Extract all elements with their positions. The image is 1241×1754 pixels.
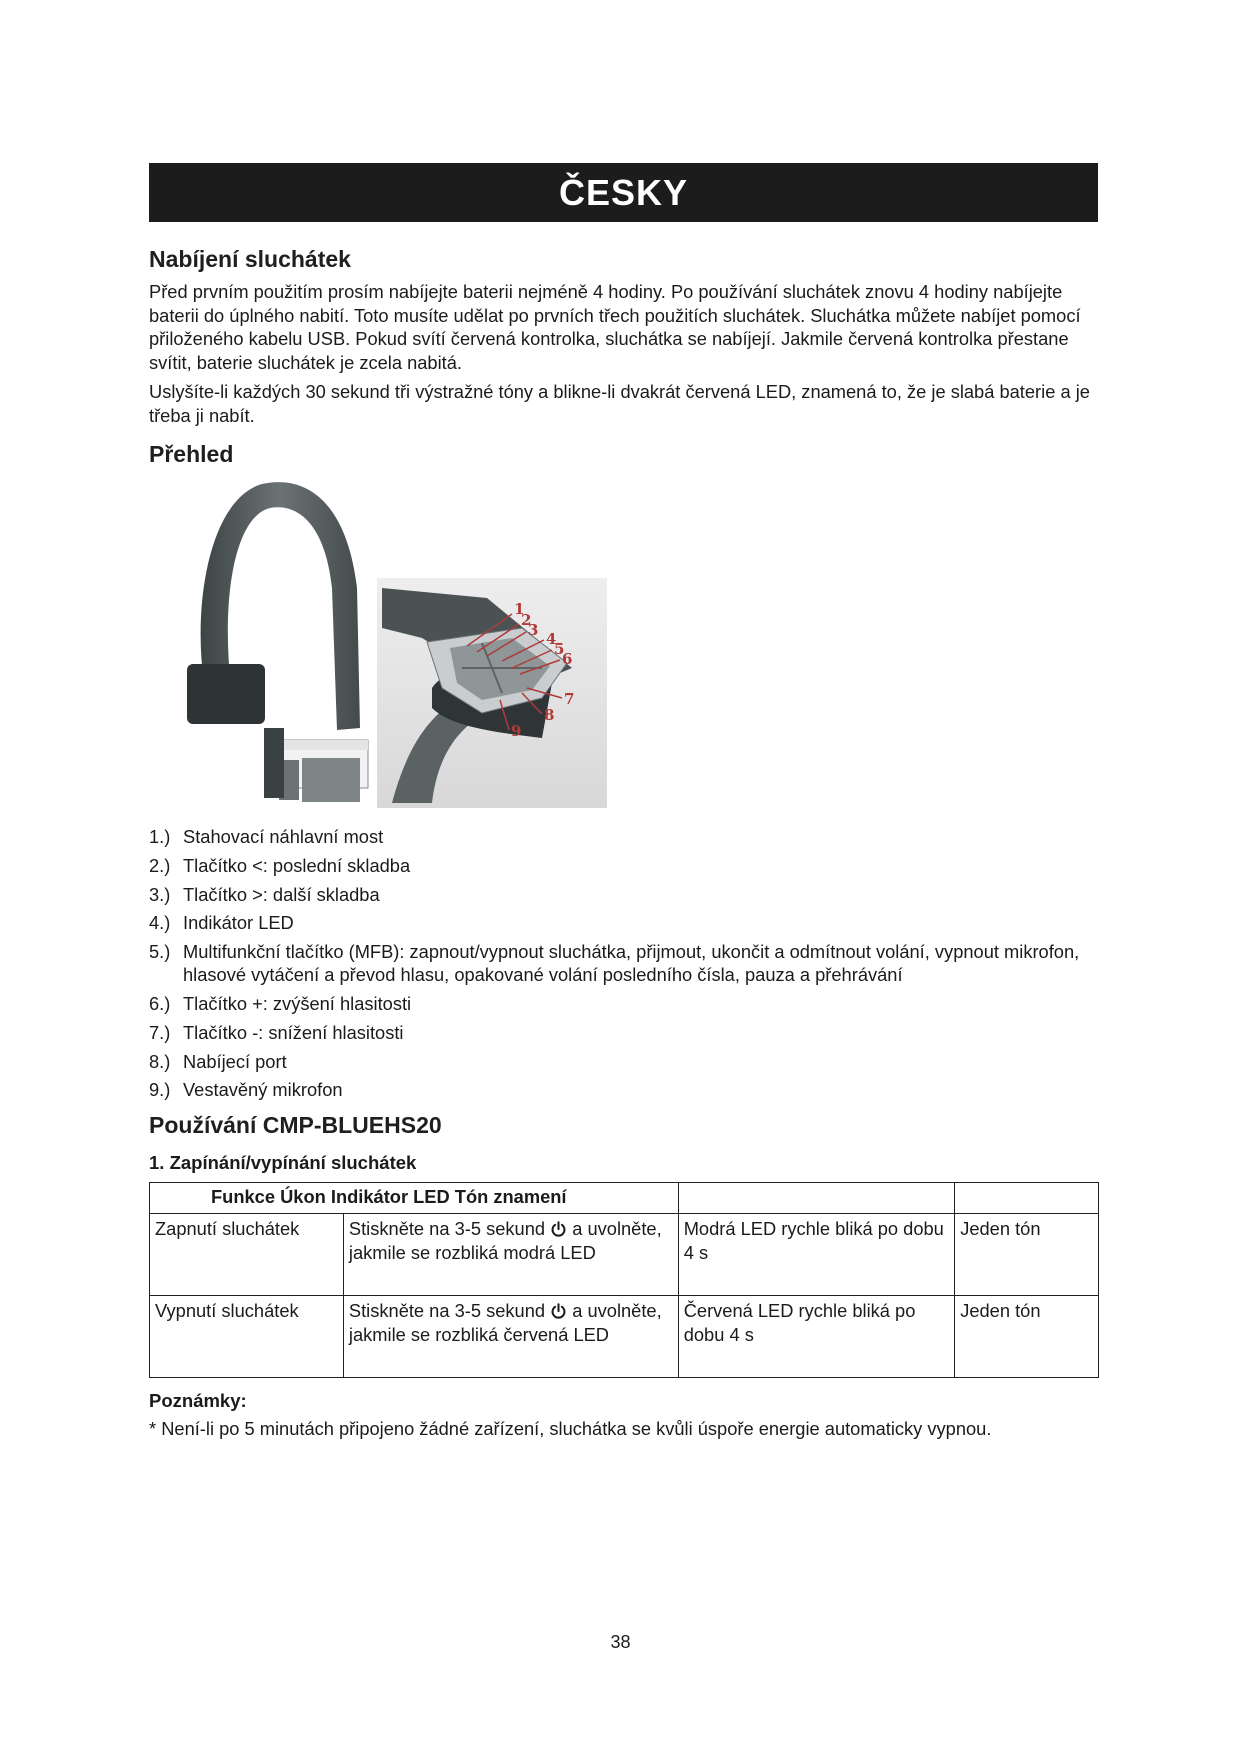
cell-function: Zapnutí sluchátek xyxy=(150,1214,344,1296)
charging-paragraph-1: Před prvním použitím prosím nabíjejte baterii nejméně 4 hodiny. Po používání sluchátek znovu 4 hodiny nabíjejte baterii do úplného nabití. Toto musíte udělat po prvních třech použitích sluchátek. Sluchátka můžete nabíjet pomocí přiloženého kabelu USB. Pokud svítí červená kontrolka, sluchátka se nabíjejí. Jakmile červená kontrolka přestane svítit, baterie sluchátek je zcela nabitá. xyxy=(149,281,1081,373)
list-item xyxy=(149,1078,1109,1101)
list-item-text: Tlačítko +: zvýšení hlasitosti xyxy=(183,992,412,1014)
list-item-number: 3.) xyxy=(149,883,171,905)
action-text-after: a uvolněte, jakmile se rozbliká červená LED xyxy=(348,1300,662,1345)
callout-1: 1 xyxy=(514,600,525,618)
table-header-empty-cell xyxy=(955,1183,1099,1214)
list-item-number: 1.) xyxy=(149,826,171,847)
list-item-text: Stahovací náhlavní most xyxy=(183,826,384,847)
overview-list xyxy=(149,825,1109,1107)
table-row xyxy=(150,1296,1099,1378)
cell-action xyxy=(343,1296,678,1378)
callout-9: 9 xyxy=(511,722,522,740)
list-item-number: 9.) xyxy=(149,1079,171,1101)
callout-4: 4 xyxy=(546,630,557,648)
list-item-text: Indikátor LED xyxy=(183,912,294,934)
power-function-table xyxy=(149,1182,1099,1378)
cell-tone: Jeden tón xyxy=(955,1296,1099,1378)
list-item xyxy=(149,883,1109,906)
page-number: 38 xyxy=(610,1632,631,1652)
callout-7: 7 xyxy=(564,690,575,708)
list-item xyxy=(149,940,1109,986)
list-item-text: Nabíjecí port xyxy=(183,1050,287,1072)
list-item-number: 6.) xyxy=(149,992,171,1014)
list-item-number: 2.) xyxy=(149,854,171,876)
list-item-text: Vestavěný mikrofon xyxy=(183,1079,343,1101)
notes-title: Poznámky: xyxy=(149,1390,247,1411)
action-text-before: Stiskněte na 3-5 sekund xyxy=(348,1218,546,1239)
cell-tone: Jeden tón xyxy=(955,1214,1099,1296)
list-item-text: Multifunkční tlačítko (MFB): zapnout/vypnout sluchátka, přijmout, ukončit a odmítnout volání, vypnout mikrofon, hlasové vytáčení a převod hlasu, opakované volání posledního čísla, pauza a přehrávání xyxy=(183,941,1080,986)
power-icon xyxy=(550,1303,567,1320)
callout-2: 2 xyxy=(521,611,532,629)
cell-led: Modrá LED rychle bliká po dobu 4 s xyxy=(678,1214,954,1296)
headset-figure xyxy=(182,478,612,818)
callout-5: 5 xyxy=(554,640,565,658)
list-item-text: Tlačítko <: poslední skladba xyxy=(183,854,411,876)
cell-led: Červená LED rychle bliká po dobu 4 s xyxy=(678,1296,954,1378)
cell-action xyxy=(343,1214,678,1296)
action-text-before: Stiskněte na 3-5 sekund xyxy=(348,1300,546,1321)
list-item-text: Tlačítko -: snížení hlasitosti xyxy=(183,1021,404,1043)
table-header-text: Funkce Úkon Indikátor LED Tón znamení xyxy=(211,1186,567,1207)
list-item xyxy=(149,825,1109,848)
callout-6: 6 xyxy=(562,650,573,668)
table-header-cell xyxy=(150,1183,679,1214)
cell-function: Vypnutí sluchátek xyxy=(150,1296,344,1378)
callout-8: 8 xyxy=(544,706,555,724)
note-text: * Není-li po 5 minutách připojeno žádné zařízení, sluchátka se kvůli úspoře energie automaticky vypnou. xyxy=(149,1418,992,1439)
charging-heading: Nabíjení sluchátek xyxy=(149,246,351,272)
usage-subheading: 1. Zapínání/vypínání sluchátek xyxy=(149,1152,417,1173)
action-text-after: a uvolněte, jakmile se rozbliká modrá LED xyxy=(348,1218,662,1263)
list-item xyxy=(149,911,1109,934)
list-item xyxy=(149,992,1109,1015)
list-item-number: 4.) xyxy=(149,912,171,934)
headset-illustration xyxy=(182,478,612,818)
list-item xyxy=(149,1050,1109,1073)
power-icon xyxy=(550,1221,567,1238)
language-banner: ČESKY xyxy=(149,163,1098,222)
list-item xyxy=(149,854,1109,877)
list-item-number: 8.) xyxy=(149,1050,171,1072)
table-row xyxy=(150,1214,1099,1296)
callout-3: 3 xyxy=(528,621,539,639)
table-header-empty-cell xyxy=(678,1183,954,1214)
usage-heading: Používání CMP-BLUEHS20 xyxy=(149,1112,442,1138)
list-item-number: 5.) xyxy=(149,941,171,963)
charging-paragraph-2: Uslyšíte-li každých 30 sekund tři výstražné tóny a blikne-li dvakrát červená LED, znamená to, že je slabá baterie a je třeba ji nabít. xyxy=(149,381,1090,426)
list-item-number: 7.) xyxy=(149,1021,171,1043)
overview-heading: Přehled xyxy=(149,441,234,467)
list-item-text: Tlačítko >: další skladba xyxy=(183,883,380,905)
list-item xyxy=(149,1021,1109,1044)
table-header-row xyxy=(150,1183,1099,1214)
